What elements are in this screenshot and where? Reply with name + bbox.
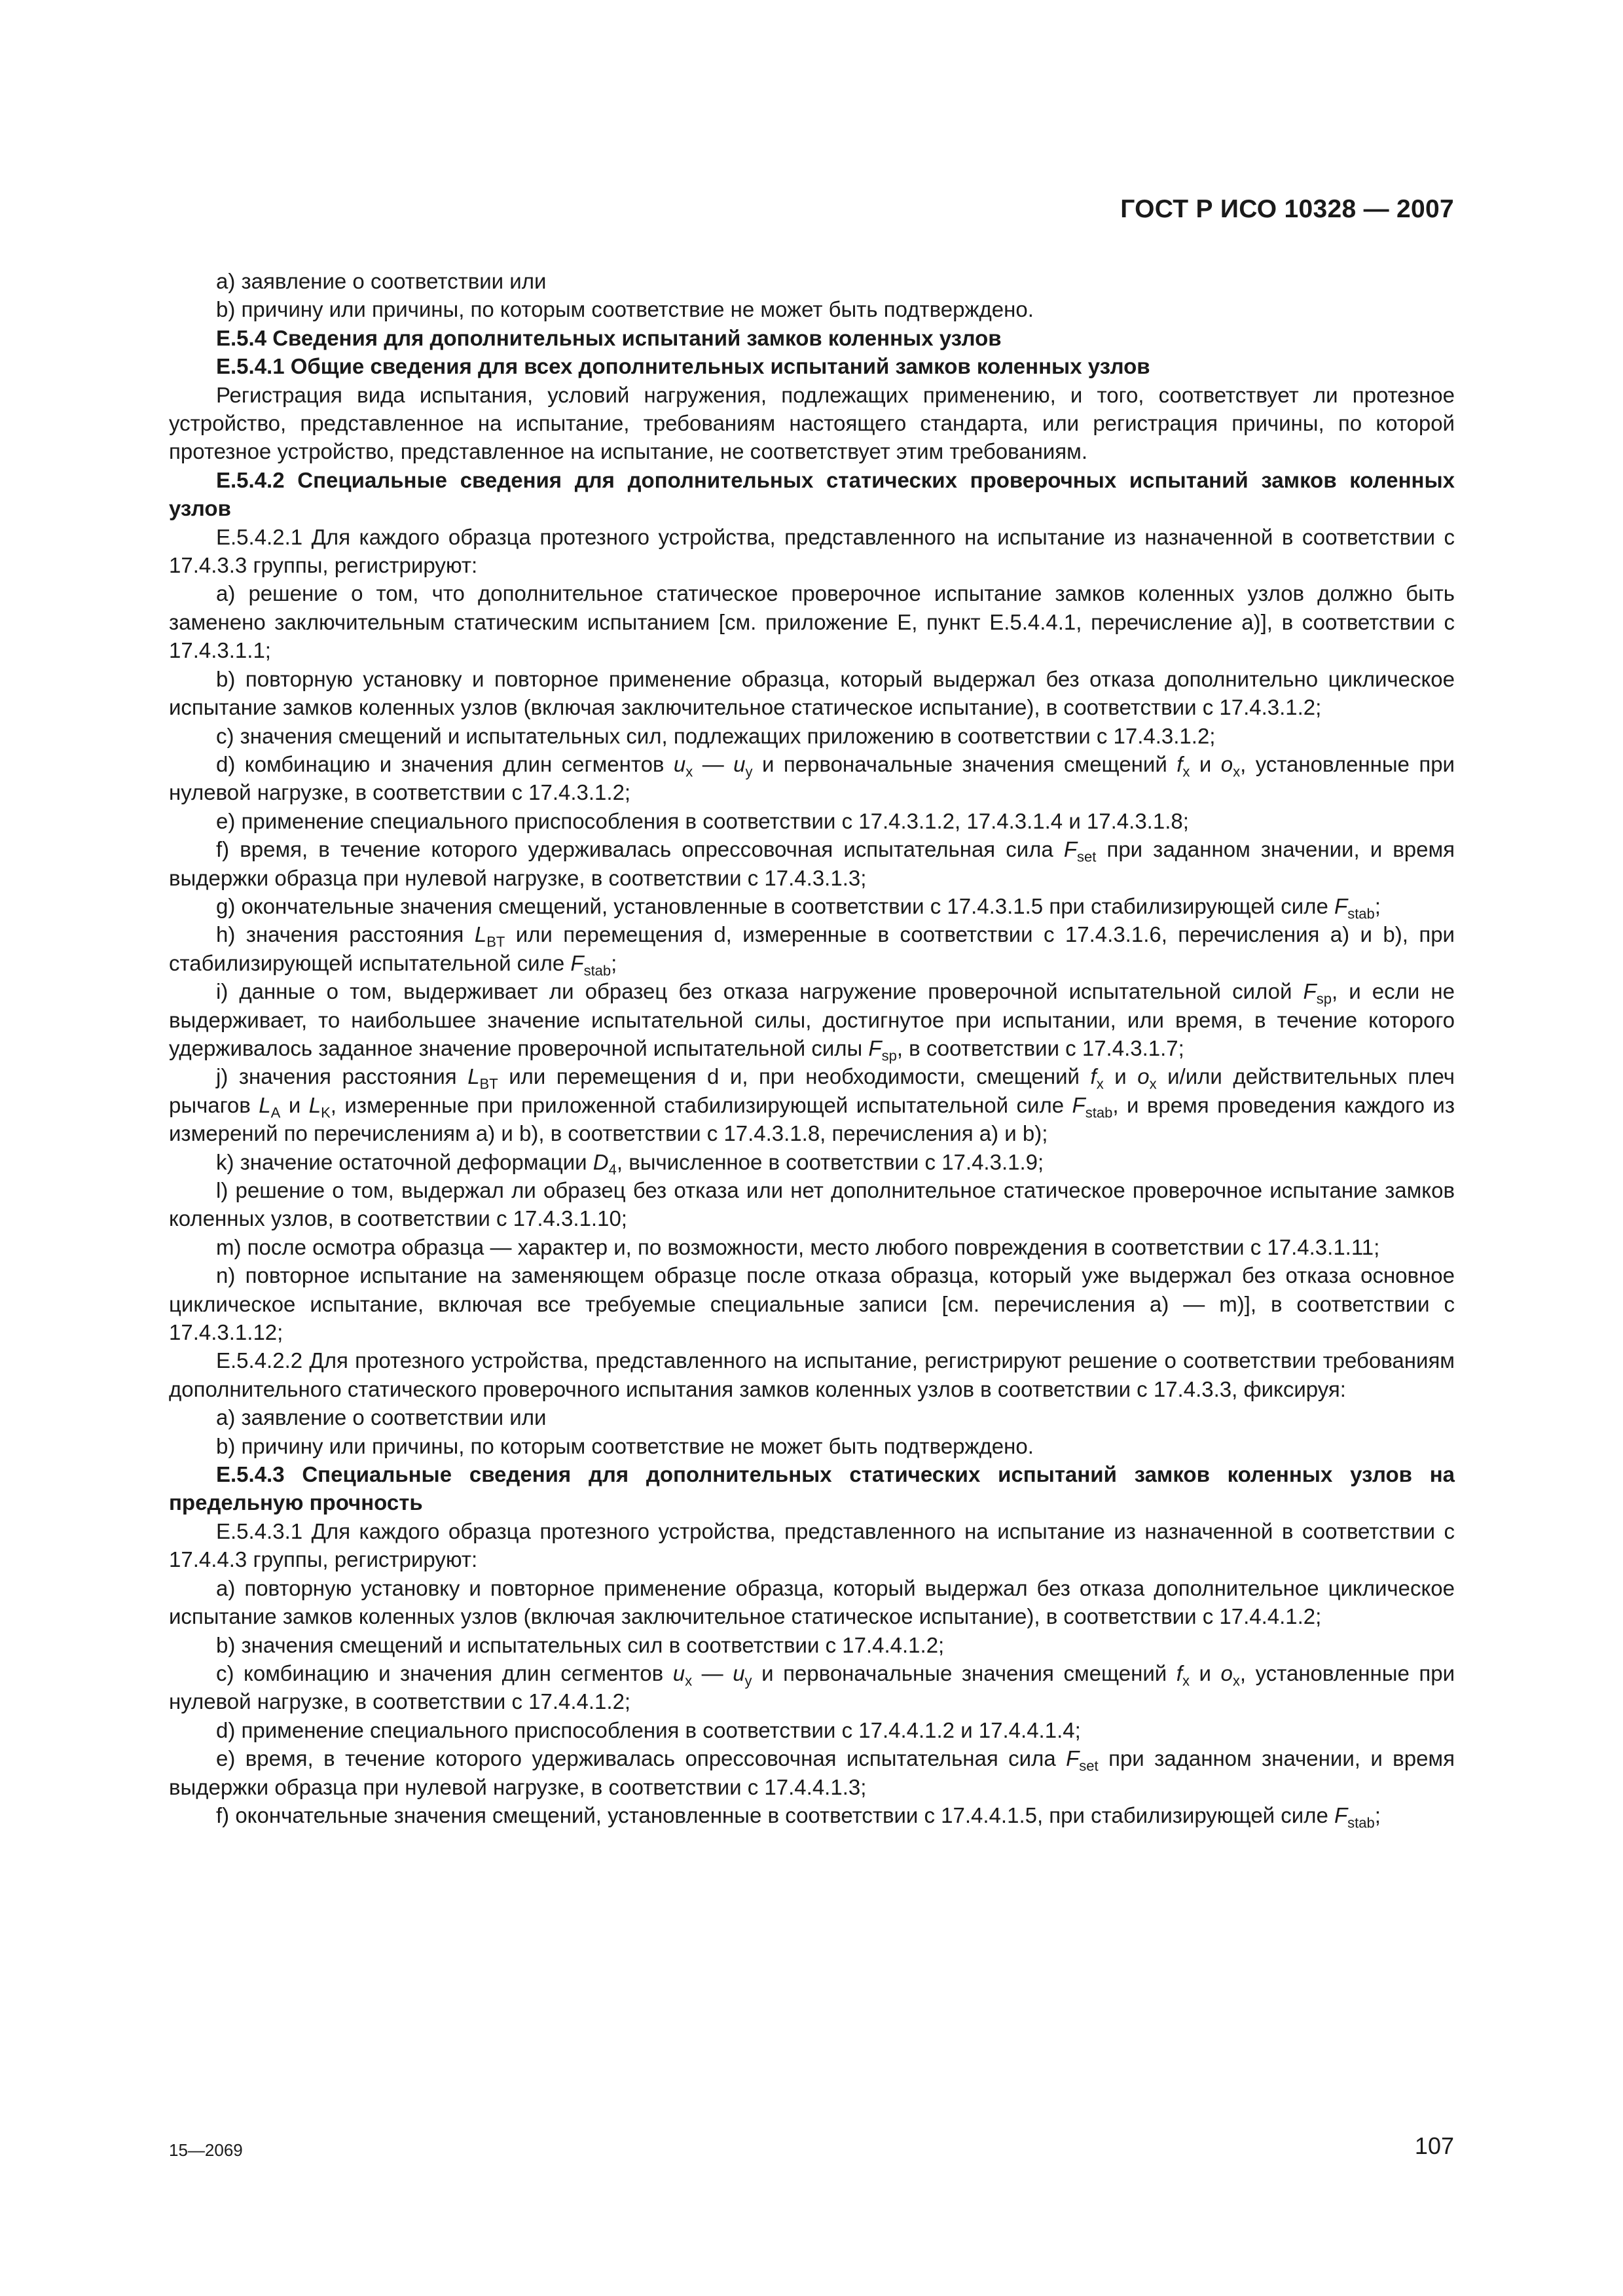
math-symbol: u — [672, 1660, 685, 1685]
math-subscript: x — [1233, 763, 1241, 780]
list-item: j) значения расстояния $L_{BT}$ или перемещения d и, при необходимости, смещений $f_x$ и $o_x$ и/или действительных плеч рычагов $L_A$ и $L_K$, измеренные при приложенной стабилизирующей испытательной силе $F_{stab}$, и время проведения каждого из измерений по перечислениям а) и b), в соответствии с 17.4.3.1.8, перечисления а) и b); — [169, 1064, 1455, 1146]
list-item: b) значения смещений и испытательных сил в соответствии с 17.4.4.1.2; — [216, 1632, 945, 1657]
list-item: f) время, в течение которого удерживалась опрессовочная испытательная сила $F_{set}$ при заданном значении, и время выдержки образца при нулевой нагрузке, в соответствии с 17.4.3.1.3; — [169, 837, 1455, 890]
section-heading: Е.5.4.2 Специальные сведения для дополнительных статических проверочных испытаний замков коленных узлов — [169, 467, 1455, 521]
list-item: d) применение специального приспособления в соответствии с 17.4.4.1.2 и 17.4.4.1.4; — [216, 1717, 1081, 1742]
math-symbol: f — [1176, 751, 1183, 776]
list-item: b) причину или причины, по которым соответствие не может быть подтверждено. — [216, 297, 1034, 322]
math-subscript: stab — [583, 962, 611, 979]
list-item: е) применение специального приспособления в соответствии с 17.4.3.1.2, 17.4.3.1.4 и 17.4.3.1.8; — [216, 808, 1189, 833]
math-subscript: sp — [881, 1047, 897, 1064]
page-number: 107 — [1414, 2132, 1454, 2159]
math-symbol: L — [308, 1092, 321, 1117]
math-symbol: F — [868, 1035, 882, 1060]
math-symbol: f — [1090, 1064, 1097, 1089]
math-subscript: BT — [486, 933, 505, 950]
math-symbol: L — [474, 922, 487, 947]
body-paragraph: Е.5.4.2.2 Для протезного устройства, представленного на испытание, регистрируют решение о соответствии требованиям дополнительного статического проверочного испытания замков коленных узлов в соответствии с 17.4.3.3, фиксируя: — [169, 1348, 1455, 1401]
math-symbol: o — [1220, 751, 1233, 776]
list-item: i) данные о том, выдерживает ли образец без отказа нагружение проверочной испытательной силой $F_{sp}$, и если не выдерживает, то наибольшее значение испытательной силы, достигнутое при испытании, или время, в течение которого удерживалось заданное значение проверочной испытательной силы $F_{sp}$, в соответствии с 17.4.3.1.7; — [169, 979, 1455, 1064]
math-symbol: F — [570, 950, 584, 975]
list-item: е) время, в течение которого удерживалась опрессовочная испытательная сила $F_{set}$ при заданном значении, и время выдержки образца при нулевой нагрузке, в соответствии с 17.4.4.1.3; — [169, 1746, 1455, 1799]
math-subscript: 4 — [608, 1161, 617, 1178]
body-paragraph: Регистрация вида испытания, условий нагружения, подлежащих применению, и того, соответствует ли протезное устройство, представленное на испытание, требованиям настоящего стандарта, или регистрация причины, по которой протезное устройство, представленное на испытание, не соответствует этим требованиям. — [169, 382, 1455, 464]
list-item: m) после осмотра образца — характер и, по возможности, место любого повреждения в соответствии с 17.4.3.1.11; — [216, 1234, 1380, 1259]
list-item: с) комбинацию и значения длин сегментов $u_x$ — $u_y$ и первоначальные значения смещений $f_x$ и $o_x$, установленные при нулевой нагрузке, в соответствии с 17.4.4.1.2; — [169, 1660, 1455, 1714]
math-symbol: u — [733, 1660, 745, 1685]
math-symbol: F — [1066, 1746, 1080, 1771]
math-subscript: set — [1077, 848, 1097, 865]
math-symbol: F — [1303, 979, 1317, 1004]
math-subscript: y — [745, 763, 753, 780]
math-subscript: x — [685, 1672, 693, 1689]
list-item: а) заявление о соответствии или — [216, 1405, 547, 1430]
math-symbol: F — [1334, 1803, 1348, 1827]
list-item: l) решение о том, выдержал ли образец без отказа или нет дополнительное статическое проверочное испытание замков коленных узлов, в соответствии с 17.4.3.1.10; — [169, 1178, 1455, 1231]
math-subscript: x — [1232, 1672, 1240, 1689]
math-symbol: D — [593, 1149, 609, 1174]
math-symbol: F — [1063, 837, 1078, 862]
footer-code: 15—2069 — [169, 2140, 243, 2160]
math-subscript: stab — [1085, 1104, 1113, 1121]
list-item: h) значения расстояния $L_{BT}$ или перемещения d, измеренные в соответствии с 17.4.3.1.6, перечисления а) и b), при стабилизирующей испытательной силе $F_{stab}$; — [169, 922, 1455, 979]
list-item: а) заявление о соответствии или — [216, 269, 547, 293]
math-symbol: f — [1176, 1660, 1182, 1685]
list-item: b) причину или причины, по которым соответствие не может быть подтверждено. — [216, 1433, 1034, 1458]
page-body — [169, 267, 1455, 1829]
math-subscript: set — [1079, 1757, 1099, 1774]
list-item: k) значение остаточной деформации $D_4$, вычисленное в соответствии с 17.4.3.1.9; — [216, 1149, 1044, 1178]
section-heading: Е.5.4.1 Общие сведения для всех дополнительных испытаний замков коленных узлов — [216, 354, 1150, 379]
document-header: ГОСТ Р ИСО 10328 — 2007 — [1120, 195, 1454, 223]
math-subscript: K — [321, 1104, 331, 1121]
math-symbol: L — [259, 1092, 271, 1117]
math-subscript: x — [685, 763, 693, 780]
math-subscript: x — [1096, 1075, 1104, 1092]
list-item: с) значения смещений и испытательных сил, подлежащих приложению в соответствии с 17.4.3.1.2; — [216, 723, 1216, 748]
math-symbol: u — [673, 751, 686, 776]
math-symbol: u — [733, 751, 746, 776]
math-symbol: F — [1334, 893, 1348, 918]
list-item: а) повторную установку и повторное применение образца, который выдержал без отказа дополнительное циклическое испытание замков коленных узлов (включая заключительное статическое испытание), в соответствии с 17.4.4.1.2; — [169, 1575, 1455, 1629]
list-item: b) повторную установку и повторное применение образца, который выдержал без отказа дополнительно циклическое испытание замков коленных узлов (включая заключительное статическое испытание), в соответствии с 17.4.3.1.2; — [169, 666, 1455, 720]
list-item: f) окончательные значения смещений, установленные в соответствии с 17.4.4.1.5, при стабилизирующей силе $F_{stab}$; — [216, 1803, 1381, 1831]
math-subscript: sp — [1316, 990, 1332, 1007]
list-item: g) окончательные значения смещений, установленные в соответствии с 17.4.3.1.5 при стабилизирующей силе $F_{stab}$; — [216, 893, 1381, 922]
math-subscript: stab — [1347, 1814, 1375, 1831]
math-subscript: BT — [479, 1075, 498, 1092]
list-item: а) решение о том, что дополнительное статическое проверочное испытание замков коленных узлов должно быть заменено заключительным статическим испытанием [см. приложение Е, пункт Е.5.4.4.1, перечисление а)], в соответствии с 17.4.3.1.1; — [169, 581, 1455, 663]
list-item: n) повторное испытание на заменяющем образце после отказа образца, который уже выдержал без отказа основное циклическое испытание, включая все требуемые специальные записи [см. перечисления а) — m)], в соответствии с 17.4.3.1.12; — [169, 1263, 1455, 1345]
math-symbol: o — [1220, 1660, 1233, 1685]
section-heading: Е.5.4.3 Специальные сведения для дополнительных статических испытаний замков коленных узлов на предельную прочность — [169, 1462, 1455, 1515]
math-subscript: y — [744, 1672, 752, 1689]
math-subscript: A — [270, 1104, 281, 1121]
math-symbol: o — [1137, 1064, 1150, 1089]
math-subscript: stab — [1347, 905, 1375, 922]
list-item: d) комбинацию и значения длин сегментов $u_x$ — $u_y$ и первоначальные значения смещений $f_x$ и $o_x$, установленные при нулевой нагрузке, в соответствии с 17.4.3.1.2; — [169, 751, 1455, 805]
math-subscript: x — [1149, 1075, 1157, 1092]
body-paragraph: Е.5.4.2.1 Для каждого образца протезного устройства, представленного на испытание из назначенной в соответствии с 17.4.3.3 группы, регистрируют: — [169, 524, 1455, 578]
section-heading: Е.5.4 Сведения для дополнительных испытаний замков коленных узлов — [216, 325, 1002, 350]
math-symbol: L — [467, 1064, 480, 1089]
math-symbol: F — [1072, 1092, 1085, 1117]
math-subscript: x — [1182, 763, 1190, 780]
body-paragraph: Е.5.4.3.1 Для каждого образца протезного устройства, представленного на испытание из назначенной в соответствии с 17.4.4.3 группы, регистрируют: — [169, 1518, 1455, 1572]
math-subscript: x — [1182, 1672, 1190, 1689]
